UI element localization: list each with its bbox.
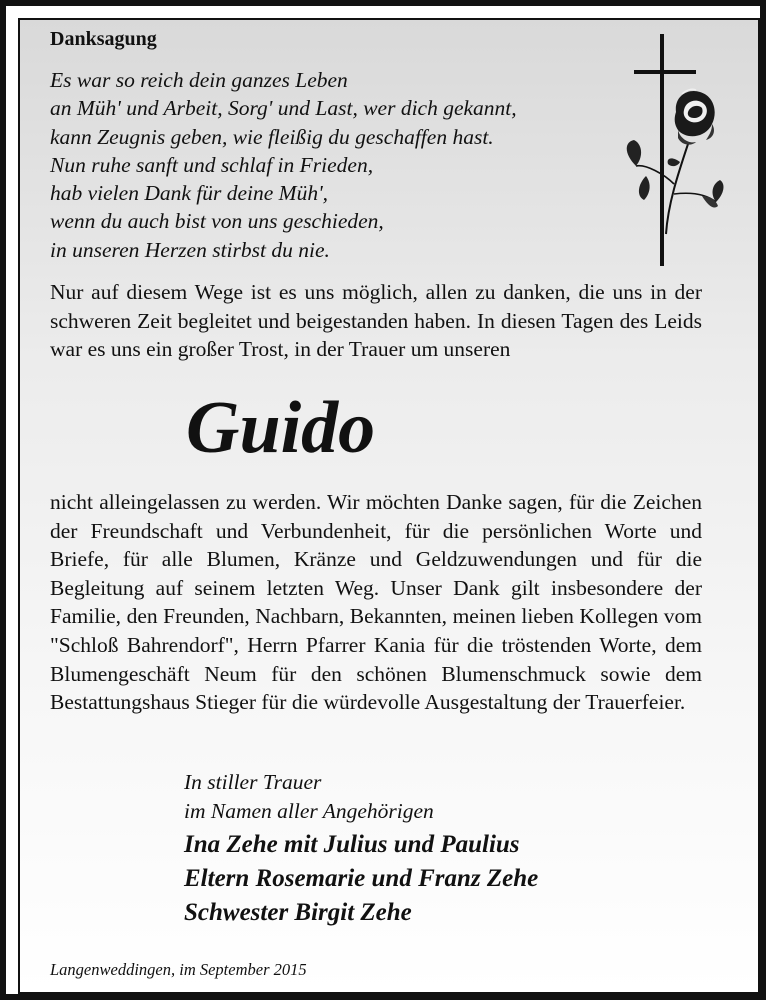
signature-line: Ina Zehe mit Julius und Paulius [184,831,520,858]
poem [50,66,517,264]
thanks-paragraph-intro: Nur auf diesem Wege ist es uns möglich, allen zu danken, die uns in der schweren Zeit begleitet und beigestanden haben. In diesen Tagen des Leids war es uns ein großer Trost, in der Trauer um unseren [50,280,702,362]
signature-line: Eltern Rosemarie und Franz Zehe [184,865,539,892]
signature-line: Schwester Birgit Zehe [184,899,412,926]
poem-line: Es war so reich dein ganzes Leben [50,68,348,92]
poem-line: an Müh' und Arbeit, Sorg' und Last, wer dich gekannt, [50,96,517,121]
notice-inner-frame [18,18,760,994]
cross-with-rose-icon [616,34,726,266]
signoff-line: im Namen aller Angehörigen [184,798,434,823]
notice-title: Danksagung [50,28,157,50]
poem-line: wenn du auch bist von uns geschieden, [50,209,384,234]
signatures [184,828,538,930]
signoff [184,768,434,825]
poem-line: kann Zeugnis geben, wie fleißig du geschaffen hast. [50,124,494,149]
poem-line: hab vielen Dank für deine Müh', [50,181,329,206]
signoff-line: In stiller Trauer [184,770,322,794]
thanks-paragraph-main: nicht alleingelassen zu werden. Wir möchten Danke sagen, für die Zeichen der Freundschaft und Verbundenheit, für die persönlichen Worte und Briefe, für alle Blumen, Kränze und Geldzuwendungen und für die Begleitung auf seinem letzten Weg. Unser Dank gilt insbesondere der Familie, den Freunden, Nachbarn, Bekannten, meinen lieben Kollegen vom "Schloß Bahrendorf", Herrn Pfarrer Kania für die tröstenden Worte, dem Blumengeschäft Neum für den schönen Blumenschmuck sowie dem Bestattungshaus Stieger für die würdevolle Ausgestaltung der Trauerfeier. [50,490,702,715]
poem-line: Nun ruhe sanft und schlaf in Frieden, [50,152,374,177]
place-and-date: Langenweddingen, im September 2015 [50,960,307,979]
deceased-name: Guido [186,387,376,469]
poem-line: in unseren Herzen stirbst du nie. [50,237,330,262]
